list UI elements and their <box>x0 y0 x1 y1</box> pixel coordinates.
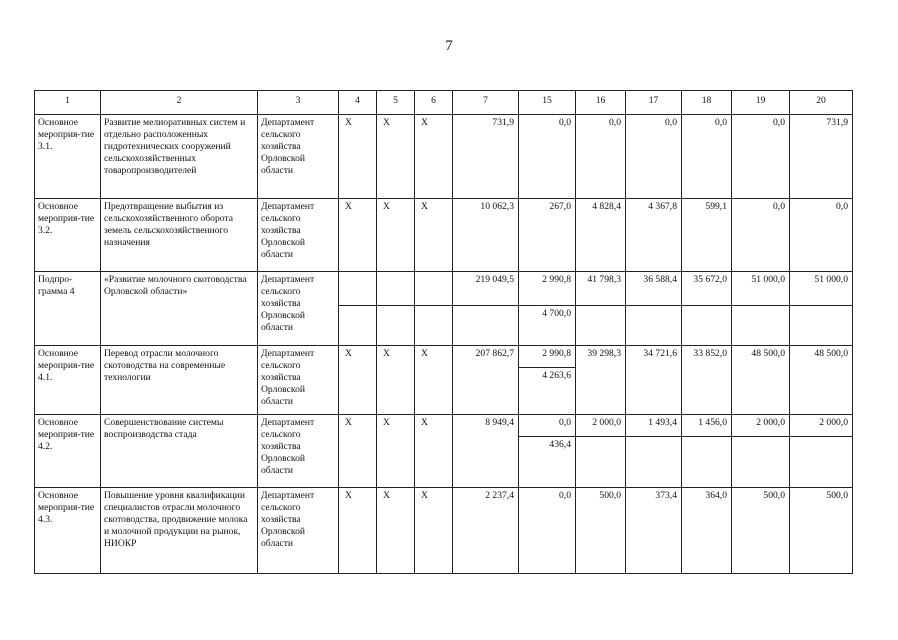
cell-col6: Х <box>415 415 453 488</box>
row-code: Подпро-грамма 4 <box>35 272 101 346</box>
cell-col4: Х <box>339 488 377 574</box>
cell-col18: 0,0 <box>682 115 732 199</box>
cell-col6: Х <box>415 115 453 199</box>
cell-col16 <box>576 437 626 488</box>
cell-col19: 2 000,0 <box>732 415 790 437</box>
header-cell: 2 <box>101 91 258 115</box>
header-cell: 19 <box>732 91 790 115</box>
cell-col4: Х <box>339 415 377 488</box>
cell-col7: 10 062,3 <box>453 199 519 272</box>
cell-col4 <box>339 306 377 346</box>
cell-col15: 2 990,8 <box>519 346 576 368</box>
cell-col6: Х <box>415 199 453 272</box>
cell-col5 <box>377 306 415 346</box>
cell-col4 <box>339 272 377 306</box>
cell-col20: 500,0 <box>790 488 853 574</box>
table-row <box>35 415 853 437</box>
row-code: Основное мероприя-тие 3.1. <box>35 115 101 199</box>
cell-col15: 0,0 <box>519 415 576 437</box>
cell-col19: 500,0 <box>732 488 790 574</box>
header-cell: 5 <box>377 91 415 115</box>
row-title: Совершенствование системы воспроизводства стада <box>101 415 258 488</box>
row-code: Основное мероприя-тие 4.2. <box>35 415 101 488</box>
row-title: «Развитие молочного скотоводства Орловской области» <box>101 272 258 346</box>
cell-col19 <box>732 306 790 346</box>
cell-col16: 2 000,0 <box>576 415 626 437</box>
cell-col16: 41 798,3 <box>576 272 626 306</box>
page-number: 7 <box>445 38 453 54</box>
cell-col15-sub: 4 700,0 <box>519 306 576 346</box>
cell-col4: Х <box>339 115 377 199</box>
cell-col18: 35 672,0 <box>682 272 732 306</box>
table-row <box>35 199 853 272</box>
cell-col16: 500,0 <box>576 488 626 574</box>
cell-col16: 4 828,4 <box>576 199 626 272</box>
cell-col20 <box>790 306 853 346</box>
cell-col20: 731,9 <box>790 115 853 199</box>
cell-col15: 0,0 <box>519 115 576 199</box>
cell-col20 <box>790 437 853 488</box>
cell-col19: 0,0 <box>732 115 790 199</box>
cell-col17: 4 367,8 <box>626 199 682 272</box>
row-executor: Департамент сельского хозяйства Орловской области <box>258 346 339 415</box>
cell-col18 <box>682 306 732 346</box>
cell-col20: 0,0 <box>790 199 853 272</box>
cell-col20: 48 500,0 <box>790 346 853 415</box>
cell-col6 <box>415 272 453 306</box>
row-executor: Департамент сельского хозяйства Орловской области <box>258 272 339 346</box>
cell-col17: 1 493,4 <box>626 415 682 437</box>
budget-table <box>34 90 853 574</box>
row-code: Основное мероприя-тие 3.2. <box>35 199 101 272</box>
header-row <box>35 91 853 115</box>
cell-col19: 0,0 <box>732 199 790 272</box>
cell-col4: Х <box>339 346 377 415</box>
header-cell: 18 <box>682 91 732 115</box>
row-title: Перевод отрасли молочного скотоводства на современные технологии <box>101 346 258 415</box>
cell-col18: 364,0 <box>682 488 732 574</box>
cell-col19: 51 000,0 <box>732 272 790 306</box>
cell-col15: 2 990,8 <box>519 272 576 306</box>
header-cell: 20 <box>790 91 853 115</box>
cell-col6: Х <box>415 488 453 574</box>
header-cell: 7 <box>453 91 519 115</box>
row-executor: Департамент сельского хозяйства Орловской области <box>258 488 339 574</box>
cell-col19 <box>732 437 790 488</box>
row-executor: Департамент сельского хозяйства Орловской области <box>258 415 339 488</box>
cell-col15: 267,0 <box>519 199 576 272</box>
cell-col5: Х <box>377 115 415 199</box>
cell-col16: 39 298,3 <box>576 346 626 415</box>
table-row <box>35 488 853 574</box>
header-cell: 4 <box>339 91 377 115</box>
row-code: Основное мероприя-тие 4.3. <box>35 488 101 574</box>
cell-col18: 599,1 <box>682 199 732 272</box>
cell-col7: 219 049,5 <box>453 272 519 306</box>
header-cell: 1 <box>35 91 101 115</box>
header-cell: 16 <box>576 91 626 115</box>
cell-col20: 2 000,0 <box>790 415 853 437</box>
row-title: Предотвращение выбытия из сельскохозяйственного оборота земель сельскохозяйственного назначения <box>101 199 258 272</box>
row-title: Повышение уровня квалификации специалистов отрасли молочного скотоводства, продвижение молока и молочной продукции на рынок, НИОКР <box>101 488 258 574</box>
cell-col16 <box>576 306 626 346</box>
cell-col5: Х <box>377 488 415 574</box>
row-executor: Департамент сельского хозяйства Орловской области <box>258 115 339 199</box>
header-cell: 3 <box>258 91 339 115</box>
cell-col5: Х <box>377 199 415 272</box>
cell-col6: Х <box>415 346 453 415</box>
cell-col15-sub: 436,4 <box>519 437 576 488</box>
cell-col16: 0,0 <box>576 115 626 199</box>
row-executor: Департамент сельского хозяйства Орловской области <box>258 199 339 272</box>
cell-col17 <box>626 306 682 346</box>
header-cell: 6 <box>415 91 453 115</box>
row-title: Развитие мелиоративных систем и отдельно расположенных гидротехнических сооружений сельскохозяйственных товаропроизводителей <box>101 115 258 199</box>
cell-col17 <box>626 437 682 488</box>
row-code: Основное мероприя-тие 4.1. <box>35 346 101 415</box>
cell-col5: Х <box>377 415 415 488</box>
cell-col15: 0,0 <box>519 488 576 574</box>
cell-col20: 51 000,0 <box>790 272 853 306</box>
cell-col7: 731,9 <box>453 115 519 199</box>
cell-col5: Х <box>377 346 415 415</box>
cell-col7: 207 862,7 <box>453 346 519 415</box>
cell-col17: 373,4 <box>626 488 682 574</box>
header-cell: 17 <box>626 91 682 115</box>
cell-col7: 8 949,4 <box>453 415 519 488</box>
cell-col7: 2 237,4 <box>453 488 519 574</box>
cell-col15-sub: 4 263,6 <box>519 368 576 415</box>
table-row <box>35 272 853 306</box>
table-row <box>35 346 853 368</box>
cell-col18: 33 852,0 <box>682 346 732 415</box>
cell-col5 <box>377 272 415 306</box>
table-row <box>35 115 853 199</box>
header-cell: 15 <box>519 91 576 115</box>
cell-col17: 34 721,6 <box>626 346 682 415</box>
cell-col19: 48 500,0 <box>732 346 790 415</box>
cell-col6 <box>415 306 453 346</box>
cell-col17: 0,0 <box>626 115 682 199</box>
cell-col18: 1 456,0 <box>682 415 732 437</box>
cell-col18 <box>682 437 732 488</box>
cell-col17: 36 588,4 <box>626 272 682 306</box>
cell-col4: Х <box>339 199 377 272</box>
cell-col7 <box>453 306 519 346</box>
